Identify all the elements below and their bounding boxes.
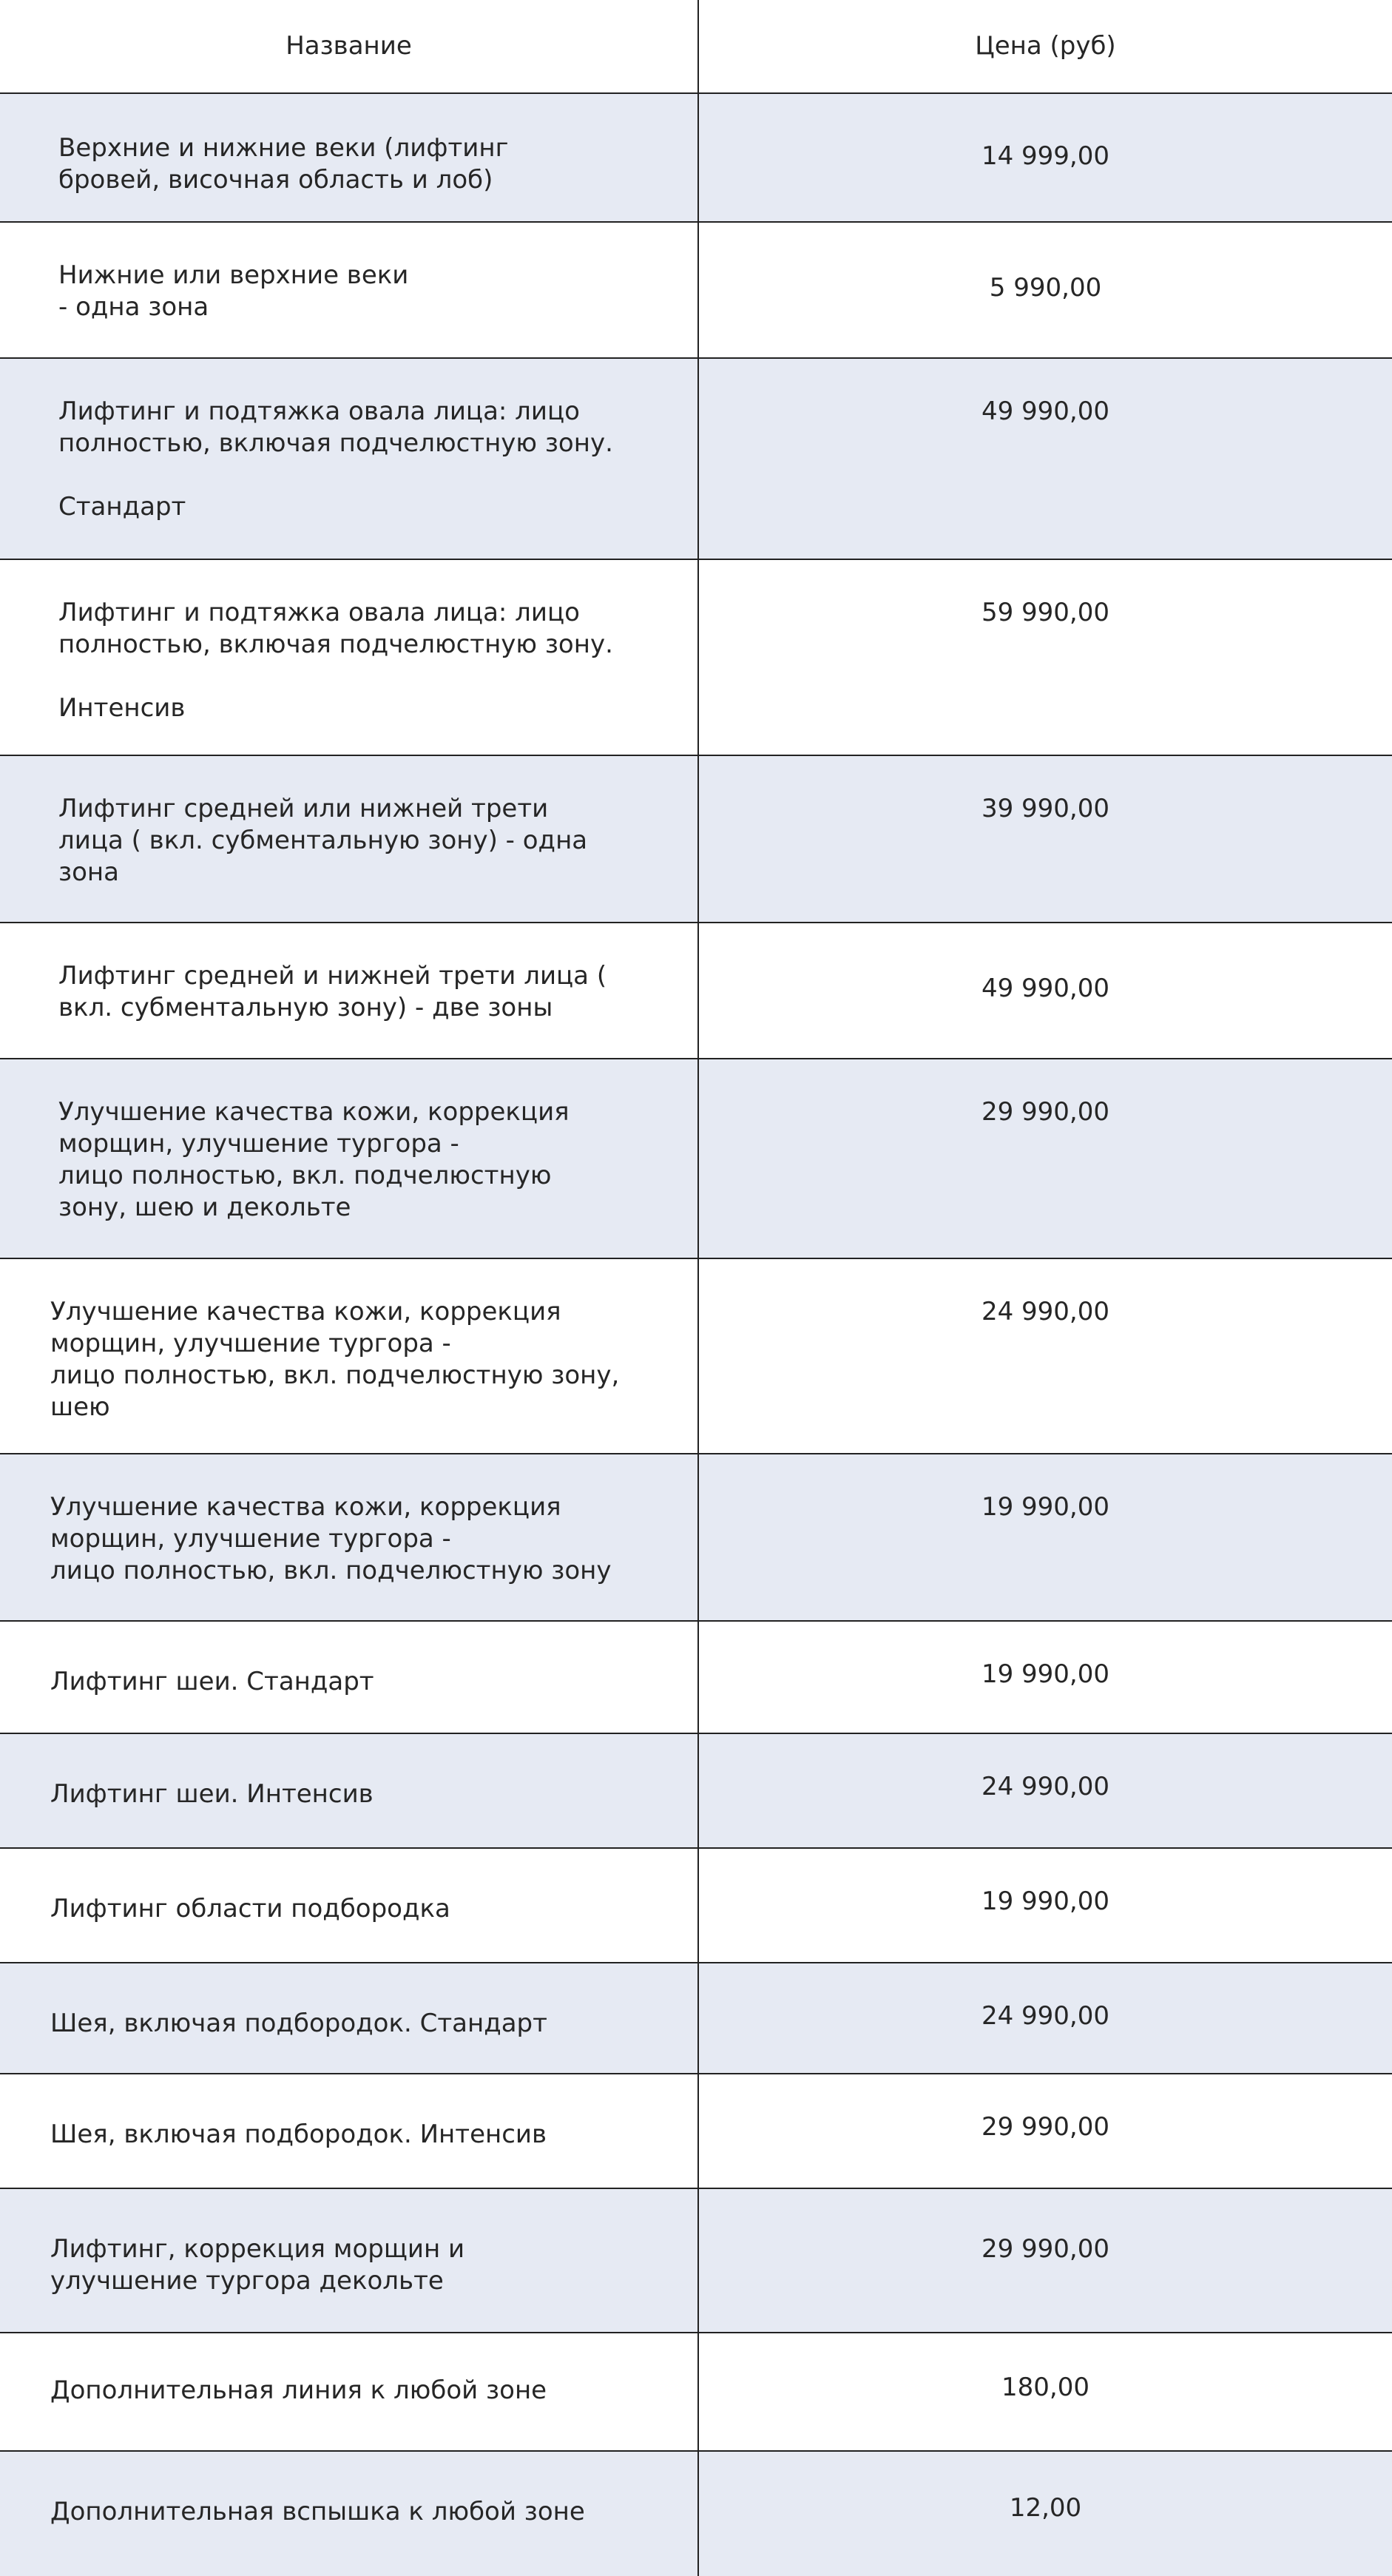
table-row <box>0 94 1392 223</box>
table-row <box>0 756 1392 923</box>
service-name: Шея, включая подбородок. Стандарт <box>50 2009 547 2038</box>
service-name: Верхние и нижние веки (лифтинг бровей, височная область и лоб) <box>58 133 509 195</box>
service-price: 14 999,00 <box>981 141 1110 171</box>
service-price: 24 990,00 <box>981 1772 1110 1801</box>
service-price: 5 990,00 <box>989 273 1102 303</box>
table-row <box>0 359 1392 560</box>
service-price: 49 990,00 <box>981 397 1110 426</box>
table-row <box>0 560 1392 756</box>
table-row <box>0 2189 1392 2333</box>
table-row <box>0 1454 1392 1622</box>
service-name: Улучшение качества кожи, коррекция морщин, улучшение тургора - лицо полностью, вкл. подчелюстную зону <box>50 1492 612 1585</box>
service-name: Дополнительная вспышка к любой зоне <box>50 2497 585 2526</box>
table-header <box>0 0 1392 94</box>
service-name: Лифтинг шеи. Интенсив <box>50 1779 374 1809</box>
service-name: Шея, включая подбородок. Интенсив <box>50 2120 547 2149</box>
table-row <box>0 223 1392 359</box>
column-divider <box>697 0 699 2576</box>
service-price: 29 990,00 <box>981 1097 1110 1127</box>
column-header-name: Название <box>286 31 412 61</box>
table-row <box>0 1734 1392 1849</box>
table-row <box>0 2333 1392 2452</box>
service-name: Лифтинг, коррекция морщин и улучшение тургора декольте <box>50 2234 465 2296</box>
table-row <box>0 1059 1392 1259</box>
service-name: Лифтинг области подбородка <box>50 1894 450 1923</box>
service-price: 24 990,00 <box>981 1297 1110 1326</box>
service-price: 24 990,00 <box>981 2001 1110 2031</box>
service-price: 180,00 <box>1001 2373 1089 2402</box>
service-price: 19 990,00 <box>981 1887 1110 1916</box>
service-price: 49 990,00 <box>981 974 1110 1003</box>
column-header-price: Цена (руб) <box>975 31 1116 61</box>
service-name: Лифтинг средней или нижней трети лица ( вкл. субментальную зону) - одна зона <box>58 794 588 887</box>
table-row <box>0 1963 1392 2074</box>
service-price: 12,00 <box>1009 2493 1082 2523</box>
service-name: Лифтинг шеи. Стандарт <box>50 1667 374 1696</box>
service-price: 29 990,00 <box>981 2234 1110 2264</box>
service-name: Лифтинг и подтяжка овала лица: лицо полностью, включая подчелюстную зону. Интенсив <box>58 598 613 723</box>
service-price: 19 990,00 <box>981 1659 1110 1689</box>
table-row <box>0 1622 1392 1734</box>
service-name: Лифтинг и подтяжка овала лица: лицо полностью, включая подчелюстную зону. Стандарт <box>58 397 613 522</box>
service-price: 39 990,00 <box>981 794 1110 823</box>
table-row <box>0 1259 1392 1454</box>
service-price: 29 990,00 <box>981 2112 1110 2142</box>
service-name: Лифтинг средней и нижней трети лица ( вкл. субментальную зону) - две зоны <box>58 961 607 1022</box>
table-row <box>0 1849 1392 1963</box>
service-name: Нижние или верхние веки - одна зона <box>58 260 409 322</box>
service-name: Улучшение качества кожи, коррекция морщин, улучшение тургора - лицо полностью, вкл. подчелюстную зону, шею <box>50 1297 620 1422</box>
table-row <box>0 2074 1392 2189</box>
table-row <box>0 923 1392 1059</box>
service-name: Улучшение качества кожи, коррекция морщин, улучшение тургора - лицо полностью, вкл. подчелюстную зону, шею и декольте <box>58 1097 570 1222</box>
service-price: 59 990,00 <box>981 598 1110 627</box>
service-name: Дополнительная линия к любой зоне <box>50 2376 547 2405</box>
table-row <box>0 2452 1392 2576</box>
service-price: 19 990,00 <box>981 1492 1110 1522</box>
